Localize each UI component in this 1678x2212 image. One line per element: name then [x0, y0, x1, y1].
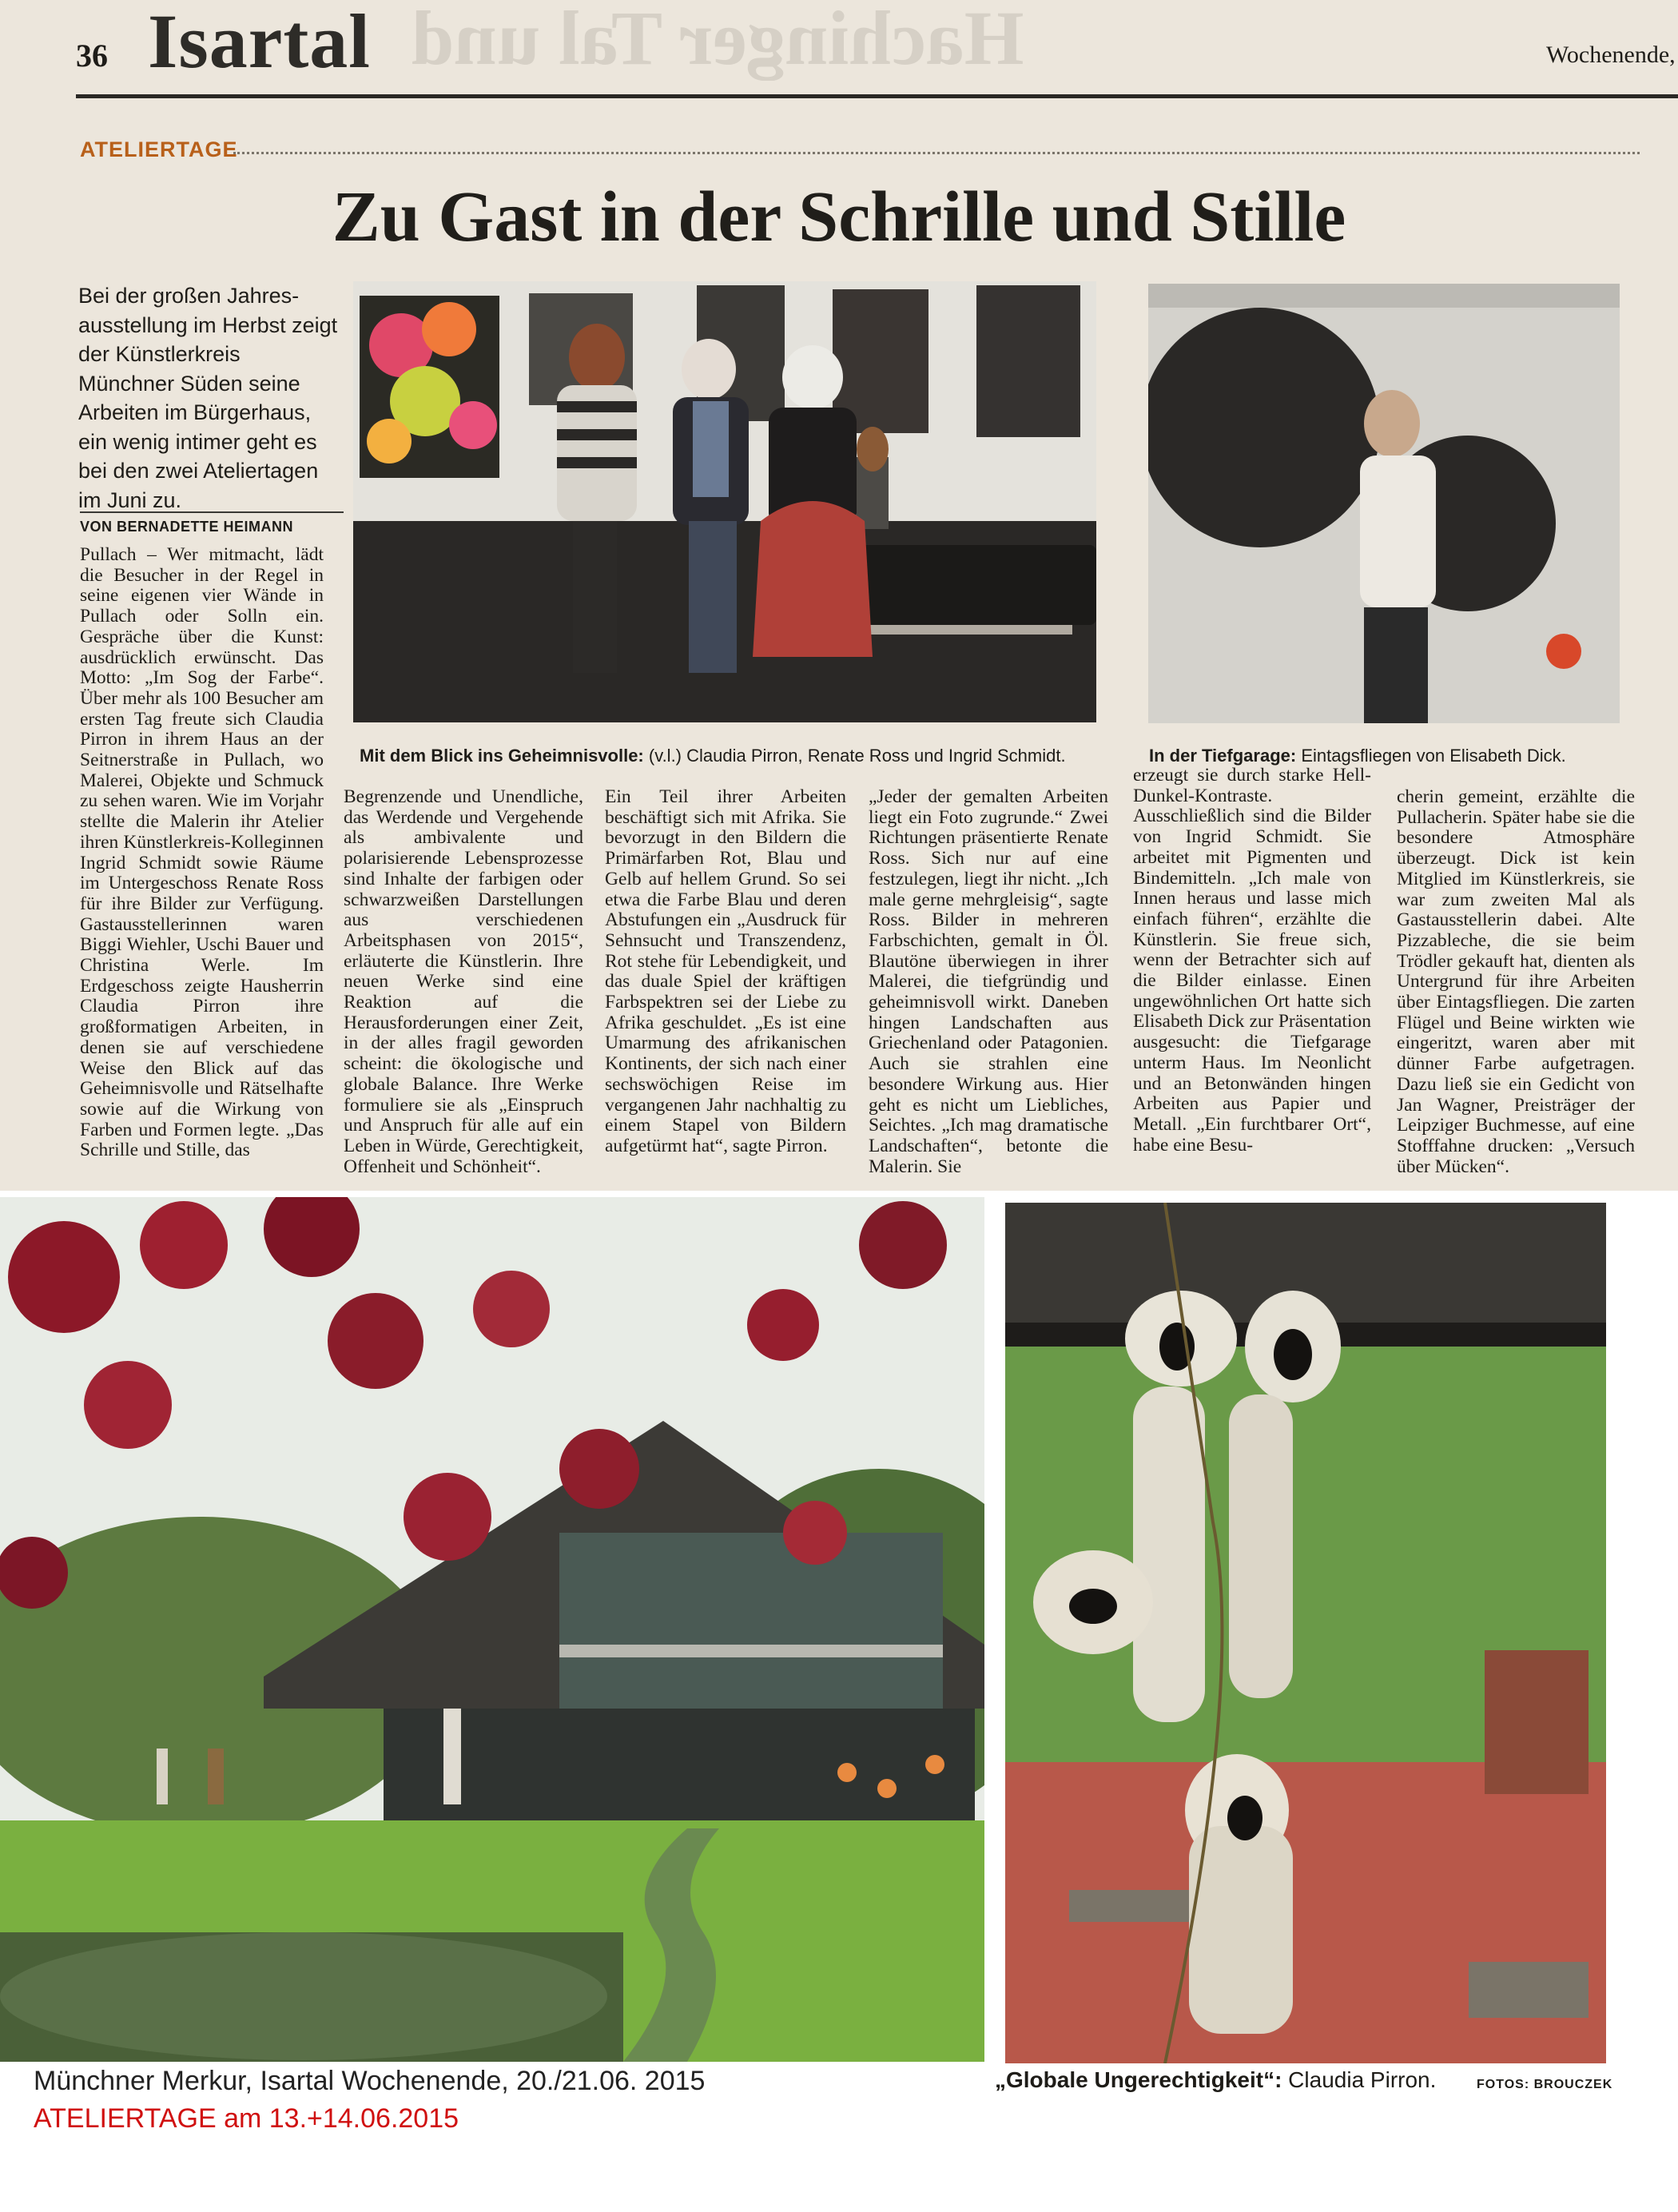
photo-tiefgarage — [1148, 284, 1620, 723]
article-text: Ein Teil ihrer Arbeiten beschäftigt sich mit Afrika. Sie bevorzugt in den Bildern die Primärfarben Rot, Blau und Gelb auf hellem Grund. So sei etwa die Farbe Blau und deren Abstufungen ein „Ausdruck für Sehnsucht und Transzendenz, Rot stehe für Lebendigkeit, und das duale Spiel der kräftigen Farbspektren sei der Liebe zu Afrika geschuldet. „Es ist eine Umarmung des afrikanischen Kontinents, der sich nach einer sechswöchigen Reise im vergangenen Jahr nachhaltig zu einem Stapel von Bildern aufgetürmt hat“, sagte Pirron. — [605, 786, 846, 1156]
photo-artists-gallery — [353, 281, 1096, 722]
lead-paragraph: Bei der großen Jahres-ausstellung im Herbst zeigt der Künstlerkreis Münchner Süden seine Arbeiten im Bürgerhaus, ein wenig intimer geht es bei den zwei Ateliertagen im Juni zu. — [78, 284, 338, 512]
caption-text: Eintagsfliegen von Elisabeth Dick. — [1296, 746, 1566, 766]
article-text: erzeugt sie durch starke Hell-Dunkel-Kontraste. Ausschließlich sind die Bilder von Ingrid Schmidt. Sie arbeitet mit Pigmenten und Bindemitteln. „Ich male von Innen heraus und lasse mich einfach führen“, erzählte die Künstlerin. Sie freue sich, wenn der Betrachter sich auf die Bilder einlasse. Einen ungewöhnlichen Ort hatte sich Elisabeth Dick zur Präsentation ausgesucht: die Tiefgarage unterm Haus. Im Neonlicht und an Betonwänden hingen Arbeiten aus Papier und Metall. „Ein furchtbarer Ort“, habe eine Besu- — [1133, 765, 1371, 1156]
article-text: Pullach – Wer mitmacht, lädt die Besucher in der Regel in seine eigenen vier Wände in Pullach oder Solln ein. Gespräche über die Kunst: ausdrücklich erwünscht. Das Motto: „Im Sog der Farbe“. Über mehr als 100 Besucher am ersten Tag freute sich Claudia Pirron in ihrem Haus an der Seitnerstraße in Pullach, wo Malerei, Objekte und Schmuck zu sehen waren. Wie im Vorjahr stellte die Malerin ihr Atelier ihren Künstlerkreis-Kolleginnen Ingrid Schmidt sowie Räume im Untergeschoss Renate Ross für ihre Bilder zur Verfügung. Gastausstellerinnen waren Biggi Wiehler, Uschi Bauer und Christina Werle. Im Erdgeschoss zeigte Hausherrin Claudia Pirron ihre großformatigen Arbeiten, in denen sie auf verschiedene Weise den Blick auf das Geheimnisvolle und Rätselhafte sowie auf die Wirkung von Farben und Formen legte. „Das Schrille und Stille, das — [80, 544, 324, 1161]
footer-source: Münchner Merkur, Isartal Wochenende, 20./21.06. 2015 — [34, 2066, 706, 2096]
photo-garden-house — [0, 1197, 984, 2062]
byline: VON BERNADETTE HEIMANN — [80, 511, 344, 535]
caption-bold: „Globale Ungerechtigkeit“: — [995, 2067, 1282, 2092]
article-column-1 — [80, 545, 324, 1161]
section-title: Isartal — [148, 0, 371, 84]
page-number: 36 — [76, 38, 108, 74]
footer-event-date: ATELIERTAGE am 13.+14.06.2015 — [34, 2103, 459, 2134]
caption-bold: Mit dem Blick ins Geheimnisvolle: — [360, 746, 644, 766]
caption-photo-sculpture — [995, 2067, 1436, 2093]
caption-text: Claudia Pirron. — [1282, 2067, 1437, 2092]
article-column-5 — [1133, 766, 1371, 1156]
caption-bold: In der Tiefgarage: — [1149, 746, 1297, 766]
article-text: Begrenzende und Unendliche, das Werdende und Vergehende als ambivalente und polarisierende Lebensprozesse sind Inhalte der farbigen oder schwarzweißen Darstellungen aus verschiedenen Arbeitsphasen von 2015“, erläuterte die Künstlerin. Ihre neuen Werke sind eine Reaktion auf die Herausforderungen einer Zeit, in der alles fragil geworden scheint: die ökologische und globale Balance. Ihre Werke formuliere sie als „Einspruch und Anspruch für alle auf ein Leben in Würde, Gerechtigkeit, Offenheit und Schönheit“. — [344, 786, 583, 1177]
article-column-3 — [605, 787, 846, 1157]
headline: Zu Gast in der Schrille und Stille — [332, 177, 1346, 257]
caption-text: (v.l.) Claudia Pirron, Renate Ross und Ingrid Schmidt. — [643, 746, 1066, 766]
photo-credit: FOTOS: BROUCZEK — [1477, 2078, 1613, 2091]
article-text: „Jeder der gemalten Arbeiten liegt ein Foto zugrunde.“ Zwei Richtungen präsentierte Renate Ross. Sich nur auf eine festzulegen, liegt ihr nicht. „Ich male gerne mehrgleisig“, sagte Ross. Bilder in mehreren Farbschichten, gemalt in Öl. Blautöne überwiegen in ihrer Malerei, die tiefgründig und geheimnisvoll wirkt. Daneben hingen Landschaften aus Griechenland oder Patagonien. Auch sie strahlen eine besondere Wirkung aus. Hier geht es nicht um Liebliches, Seichtes. „Ich mag dramatische Landschaften“, betonte die Malerin. Sie — [869, 786, 1108, 1177]
dateline: Wochenende, — [1546, 42, 1676, 68]
article-text: cherin gemeint, erzählte die Pullacherin. Später habe sie die besondere Atmosphäre überzeugt. Dick ist kein Mitglied im Künstlerkreis, sie war zum zweiten Mal als Gastausstellerin dabei. Alte Pizzableche, die sie beim Trödler gekauft hat, dienten als Untergrund für ihre Arbeiten über Eintagsfliegen. Die zarten Flügel und Beine wirkten wie eingeritzt, waren aber mit dünner Farbe aufgetragen. Dazu ließ sie ein Gedicht von Jan Wagner, Preisträger der Leipziger Buchmesse, auf eine Stofffahne drucken: „Versuch über Mücken“. — [1397, 786, 1635, 1177]
kicker-rule — [233, 152, 1640, 154]
caption-photo-tiefgarage — [1149, 746, 1566, 766]
caption-photo-artists — [360, 746, 1066, 766]
page-header — [76, 0, 1678, 98]
bleed-through-text: Hachinger Tal und — [412, 0, 1024, 81]
article-column-6 — [1397, 787, 1635, 1177]
kicker: ATELIERTAGE — [80, 137, 238, 161]
article-column-4 — [869, 787, 1108, 1177]
article-column-2 — [344, 787, 583, 1177]
photo-sculpture — [1005, 1203, 1606, 2063]
